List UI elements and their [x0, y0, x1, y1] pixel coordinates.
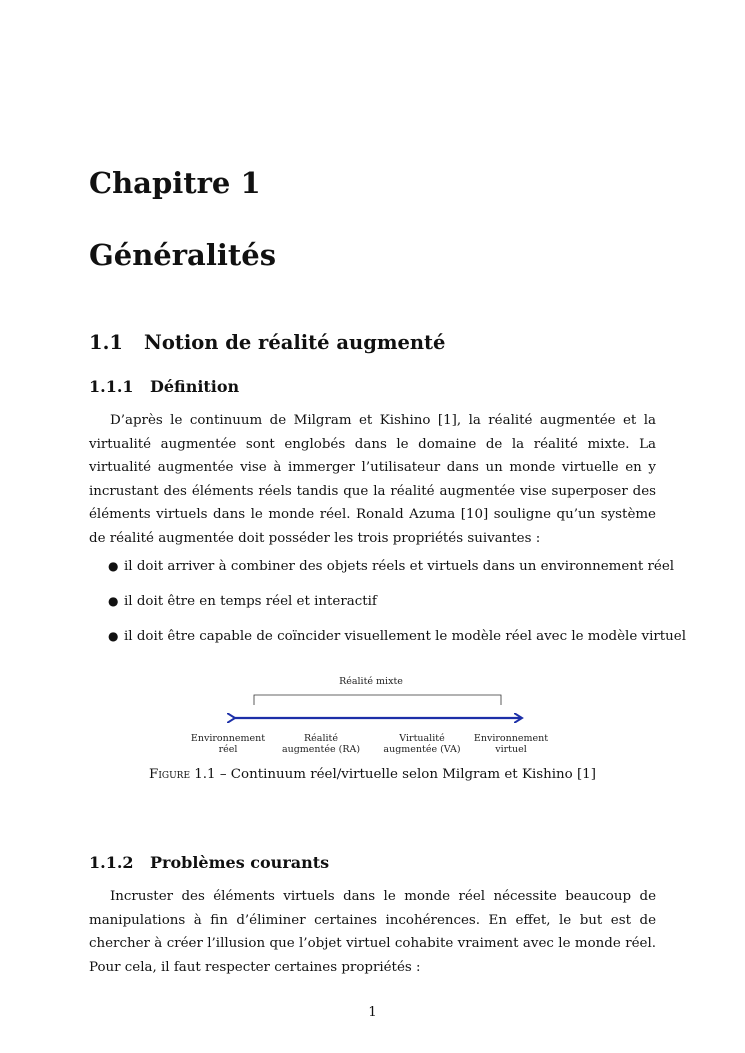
bullet-icon: ●	[108, 559, 119, 573]
list-item	[108, 594, 377, 609]
point-label-line2: virtuel	[495, 744, 527, 755]
list-item	[108, 559, 674, 574]
point-label-line2: augmentée (RA)	[281, 744, 361, 755]
problems-paragraph: Incruster des éléments virtuels dans le monde réel nécessite beaucoup de manipulations à fin d’éliminer certaines incohérences. En effet, le but est de chercher à créer l’illusion que l’objet virtuel cohabite vraiment avec le monde réel. Pour cela, il faut respecter certaines propriétés :	[89, 889, 656, 975]
list-item-text: il doit être capable de coïncider visuellement le modèle réel avec le modèle virtuel	[124, 629, 686, 644]
bullet-icon: ●	[108, 629, 119, 643]
bullet-icon: ●	[108, 594, 119, 608]
mixed-reality-bracket	[254, 695, 501, 705]
section-title: Notion de réalité augmenté	[144, 331, 446, 354]
subsection-heading-definition	[89, 377, 239, 396]
point-label-line2: réel	[218, 744, 238, 755]
list-item-text: il doit être en temps réel et interactif	[124, 594, 377, 609]
section-number: 1.1	[89, 331, 123, 354]
list-item	[108, 629, 686, 644]
point-label-line1: Environnement	[190, 733, 266, 744]
subsection-number: 1.1.1	[89, 377, 134, 396]
bracket-label: Réalité mixte	[339, 676, 403, 687]
figure-caption-label: Figure 1.1	[149, 767, 216, 782]
subsection-heading-problems	[89, 853, 329, 872]
point-label-line1: Virtualité	[399, 733, 445, 744]
definition-paragraph: D’après le continuum de Milgram et Kishino [1], la réalité augmentée et la virtualité augmentée sont englobés dans le domaine de la réalité mixte. La virtualité augmentée vise à immerger l’utilisateur dans un monde virtuelle en y incrustant des éléments réels tandis que la réalité augmentée vise superposer des éléments virtuels dans le monde réel. Ronald Azuma [10] souligne qu’un système de réalité augmentée doit posséder les trois propriétés suivantes :	[89, 413, 656, 546]
point-label-line1: Environnement	[473, 733, 549, 744]
subsection-title: Problèmes courants	[150, 853, 330, 872]
page-number: 1	[368, 1005, 377, 1020]
continuum-figure	[190, 668, 550, 760]
section-heading	[89, 331, 445, 354]
chapter-title: Généralités	[89, 238, 277, 272]
point-label-line2: augmentée (VA)	[383, 744, 461, 755]
chapter-label: Chapitre 1	[89, 166, 261, 200]
list-item-text: il doit arriver à combiner des objets réels et virtuels dans un environnement réel	[124, 559, 675, 574]
subsection-number: 1.1.2	[89, 853, 134, 872]
figure-caption-text: – Continuum réel/virtuelle selon Milgram et Kishino [1]	[215, 767, 596, 782]
subsection-title: Définition	[150, 377, 240, 396]
point-label-line1: Réalité	[304, 733, 338, 744]
figure-caption	[0, 767, 745, 782]
continuum-diagram	[190, 668, 550, 760]
